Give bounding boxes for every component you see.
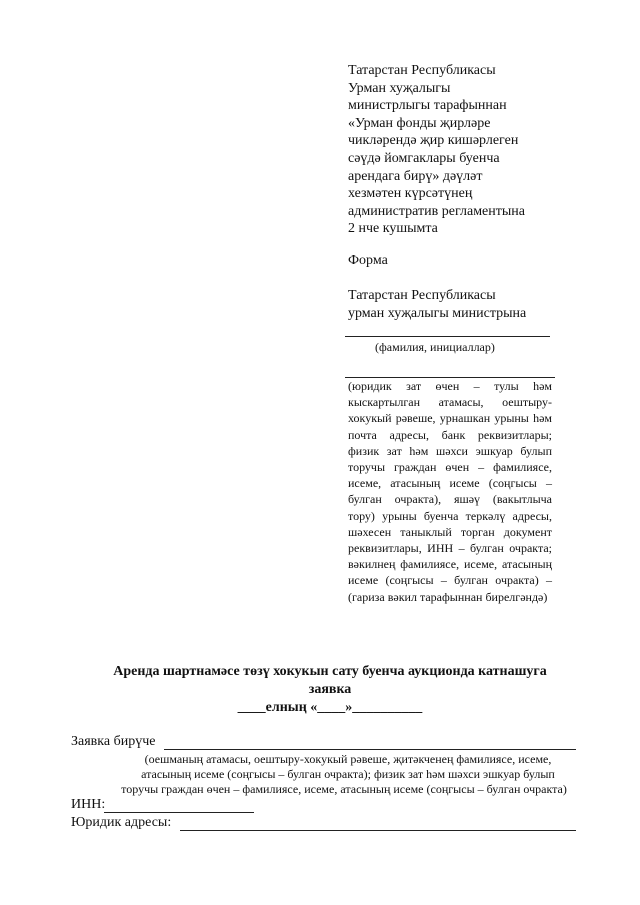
applicant-row	[71, 734, 155, 750]
appendix-line: сәүдә йомгаклары буенча	[348, 150, 500, 166]
applicant-label: Заявка бирүче	[71, 734, 156, 749]
appendix-header	[348, 62, 560, 238]
applicant-note: (юридик зат өчен – тулы һәм кыскартылган атамасы, оештыру-хокукый рәвеше, урнашкан урыны һәм почта адресы, банк реквизитлары; физик зат һәм шәхси эшкуар булып торучы граждан өчен – фамилиясе, исеме, атасының исеме (соңгысы – булган очракта), яшәү (вакытлыча тору) урыны буенча теркәлү адресы, шәхесен таныклый торган документ реквизитлары, ИНН – булган очракта; вәкилнең фамилиясе, исеме, атасының исеме (соңгысы – булган очракта) – (гариза вәкил тарафыннан бирелгәндә)	[348, 379, 552, 604]
recipient-block	[348, 287, 560, 322]
applicant-caption-line: торучы граждан өчен – фамилиясе, исеме, атасының исеме (соңгысы – булган очракта)	[121, 782, 567, 796]
name-caption: (фамилия, инициаллар)	[375, 340, 495, 354]
appendix-line: Урман хуҗалыгы	[348, 80, 451, 96]
inn-label: ИНН:	[71, 797, 106, 812]
appendix-line: министрлыгы тарафыннан	[348, 98, 507, 114]
applicant-caption-line: атасының исеме (соңгысы – булган очракта); физик зат һәм шәхси эшкуар булып	[141, 767, 555, 781]
address-row	[71, 815, 171, 831]
inn-row	[71, 797, 105, 813]
address-label: Юридик адресы:	[71, 815, 172, 830]
appendix-line: Татарстан Республикасы	[348, 63, 496, 78]
applicant-caption-line: (оешманың атамасы, оештыру-хокукый рәвеше, җитәкченең фамилиясе, исеме,	[144, 752, 552, 766]
appendix-line: хезмәтен күрсәтүнең	[348, 186, 473, 202]
name-blank-line	[345, 336, 550, 337]
appendix-line: арендага бирү» дәүләт	[348, 168, 483, 184]
appendix-line: чикләрендә җир кишәрлеген	[348, 133, 519, 149]
inn-field[interactable]	[104, 812, 254, 813]
recipient-line: Татарстан Республикасы	[348, 288, 496, 303]
appendix-line: «Урман фонды җирләре	[348, 115, 491, 131]
appendix-line: административ регламентына	[348, 203, 525, 219]
applicant-field[interactable]	[164, 749, 576, 750]
document-title: Аренда шартнамәсе төзү хокукын сату буенча аукционда катнашуга	[113, 664, 547, 679]
date-line: ____елның «____»__________	[237, 700, 423, 715]
appendix-line: 2 нче кушымта	[348, 221, 438, 237]
address-field[interactable]	[180, 830, 576, 831]
form-label: Форма	[348, 253, 388, 268]
recipient-line: урман хуҗалыгы министрына	[348, 305, 527, 321]
document-subtitle: заявка	[308, 682, 352, 697]
